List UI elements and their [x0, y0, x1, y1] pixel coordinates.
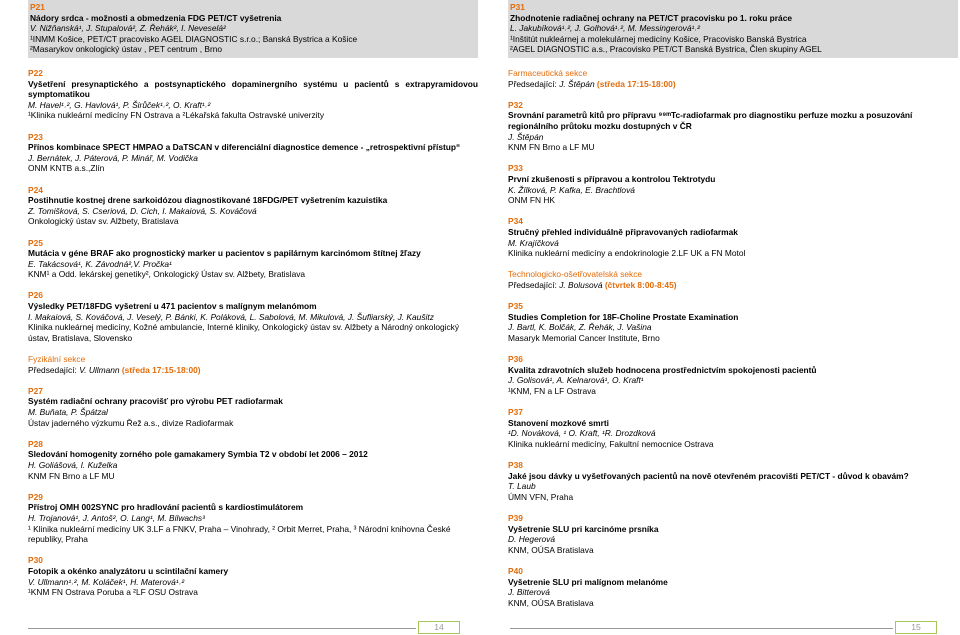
abstract-affiliation: ¹KNM, FN a LF Ostrava	[508, 385, 596, 396]
abstract-number: P25	[28, 237, 43, 248]
abstract-p38	[508, 460, 958, 502]
header-abstract-p21	[28, 0, 478, 58]
abstract-number: P36	[508, 354, 523, 365]
abstract-affiliation: Klinika nukleární medicíny, Fakultní nemocnice Ostrava	[508, 438, 714, 449]
abstract-authors: J. Golisová¹, A. Kelnarová¹, O. Kraft¹	[508, 375, 644, 386]
section-pharma	[508, 68, 958, 89]
abstract-authors: E. Takácsová¹, K. Závodná²,V. Pročka¹	[28, 258, 172, 269]
abstract-p34	[508, 216, 958, 258]
section-chair	[508, 280, 958, 291]
abstract-number: P28	[28, 438, 43, 449]
abstract-p24	[28, 185, 478, 227]
abstract-affiliation: ONM FN HK	[508, 195, 555, 206]
section-tech	[508, 269, 958, 290]
abstract-number: P24	[28, 184, 43, 195]
abstract-authors: M. Krajíčková	[508, 237, 559, 248]
section-physics	[28, 354, 478, 375]
abstract-title: Postihnutie kostnej drene sarkoidózou diagnostikované 18FDG/PET vyšetrením kazuistika	[28, 195, 388, 206]
abstract-title: Fotopik a okénko analyzátoru u scintilační kamery	[28, 565, 229, 576]
abstract-p32	[508, 100, 958, 153]
abstract-number: P22	[28, 68, 43, 78]
section-chair	[28, 365, 478, 376]
abstract-authors: J. Bernátek, J. Páterová, P. Minář, M. Vodička	[28, 152, 198, 163]
abstract-affiliation: Klinika nukleárnej medicíny, Kožné ambulancie, Interné kliniky, Onkologický ústav sv. Alžbety a Národný onkologický ústav, Bratislava, Slovensko	[28, 322, 460, 343]
abstract-p37	[508, 407, 958, 449]
abstract-authors: V. Ullmann¹˒², M. Koláček¹, H. Materová¹˒²	[28, 576, 185, 587]
abstract-affiliation: Onkologický ústav sv. Alžbety, Bratislava	[28, 216, 179, 227]
chair-name: V. Ullmann	[79, 364, 120, 375]
abstract-p35	[508, 301, 958, 343]
abstract-number: P30	[28, 555, 43, 566]
page-number-right: 15	[895, 621, 937, 634]
abstract-authors: M. Havel¹˒², G. Havlová¹, P. Širůček¹˒², O. Kraft¹˒²	[28, 99, 211, 110]
abstract-title: Přínos kombinace SPECT HMPAO a DaTSCAN v diferenciální diagnostice demence - „retrospektivní přístup“	[28, 142, 461, 153]
abstract-affiliation: KNM, OÚSA Bratislava	[508, 597, 594, 608]
left-column	[28, 0, 478, 608]
abstract-title: Studies Completion for 18F-Choline Prostate Examination	[508, 311, 739, 322]
abstract-p27	[28, 386, 478, 428]
abstract-number: P38	[508, 459, 523, 470]
abstract-title: Vyšetrenie SLU pri malígnom melanóme	[508, 576, 668, 587]
abstract-authors: J. Bitterová	[508, 587, 550, 598]
chair-prefix: Předsedající:	[508, 78, 560, 89]
abstract-authors: M. Buňata, P. Špátzal	[28, 407, 108, 417]
abstract-authors: L. Jakubíková¹˒², J. Golhová¹˒², M. Messingerová¹˒²	[510, 23, 700, 34]
chair-name: J. Bolusová	[559, 279, 603, 290]
abstract-number: P32	[508, 99, 523, 110]
chair-time: (středa 17:15-18:00)	[594, 78, 676, 89]
abstract-number: P33	[508, 163, 523, 174]
abstract-authors: T. Laub	[508, 481, 536, 492]
right-column	[508, 0, 958, 619]
abstract-title: Výsledky PET/18FDG vyšetrení u 471 pacientov s malígnym melanómom	[28, 301, 317, 312]
abstract-authors: H. Goliášová, I. Kuželka	[28, 459, 118, 470]
footer-divider	[510, 628, 893, 629]
abstract-number: P37	[508, 407, 523, 417]
abstract-affiliation: ¹INMM Košice, PET/CT pracovisko AGEL DIAGNOSTIC s.r.o.; Banská Bystrica a Košice	[30, 33, 358, 44]
section-title: Technologicko-ošetřovatelská sekce	[508, 269, 643, 280]
abstract-title: Mutácia v géne BRAF ako prognostický marker u pacientov s papilárnym karcinómom štítnej žľazy	[28, 248, 421, 259]
abstract-p25	[28, 238, 478, 280]
section-chair	[508, 79, 958, 90]
abstract-authors: H. Trojanová¹, J. Antoš², O. Lang¹, M. Bilwachs³	[28, 512, 205, 523]
abstract-authors: J. Štěpán	[508, 131, 544, 142]
abstract-authors: K. Žílková, P. Kafka, E. Brachtlová	[508, 184, 635, 195]
abstract-title: První zkušenosti s přípravou a kontrolou Tektrotydu	[508, 173, 716, 184]
abstract-affiliation: KNM FN Brno a LF MU	[508, 142, 595, 153]
chair-time: (čtvrtek 8:00-8:45)	[602, 279, 677, 290]
abstract-affiliation: Klinika nukleární medicíny a endokrinologie 2.LF UK a FN Motol	[508, 248, 746, 259]
abstract-p26	[28, 290, 478, 343]
abstract-number: P29	[28, 491, 43, 502]
abstract-affiliation: ¹Inštitút nukleárnej a molekulárnej medicíny Košice, Pracovisko Banská Bystrica	[510, 33, 807, 44]
abstract-affiliation: KNM FN Brno a LF MU	[28, 470, 115, 481]
abstract-number: P34	[508, 216, 523, 227]
abstract-number: P21	[30, 2, 45, 12]
abstract-affiliation: Masaryk Memorial Cancer Institute, Brno	[508, 332, 660, 343]
chair-time: (středa 17:15-18:00)	[119, 364, 201, 375]
abstract-p36	[508, 354, 958, 396]
abstract-title: Přístroj OMH 002SYNC pro hradlování pacientů s kardiostimulátorem	[28, 502, 304, 513]
section-title: Fyzikální sekce	[28, 354, 86, 365]
abstract-affiliation: KNM, OÚSA Bratislava	[508, 544, 594, 555]
chair-prefix: Předsedající:	[28, 364, 80, 375]
abstract-affiliation: ¹ Klinika nukleární medicíny UK 3.LF a FNKV, Praha – Vinohrady, ² Orbit Merret, Praha, ³ Národní knihovna České republiky, Praha	[28, 523, 451, 545]
abstract-p40	[508, 566, 958, 608]
abstract-p22	[28, 68, 478, 121]
abstract-p29	[28, 492, 478, 545]
abstract-affiliation: ÚMN VFN, Praha	[508, 491, 574, 502]
abstract-authors: D. Hegerová	[508, 534, 556, 545]
abstract-authors: J. Bartl, K. Bolčák, Z. Řehák, J. Vašina	[508, 322, 652, 333]
abstract-affiliation: ONM KNTB a.s.,Zlín	[28, 163, 105, 174]
page-number-left: 14	[418, 621, 460, 634]
abstract-title: Systém radiační ochrany pracovišť pro výrobu PET radiofarmak	[28, 396, 283, 407]
abstract-p39	[508, 513, 958, 555]
abstract-authors: V. Nižňanská¹, J. Stupalová², Z. Řehák², I. Neveselá²	[30, 23, 226, 34]
abstract-title: Stručný přehled individuálně připravovaných radiofarmak	[508, 226, 738, 237]
abstract-number: P26	[28, 290, 43, 301]
chair-name: J. Štěpán	[559, 78, 595, 89]
abstract-title: Nádory srdca - možnosti a obmedzenia FDG PET/CT vyšetrenia	[30, 12, 282, 23]
abstract-title: Kvalita zdravotních služeb hodnocena prostřednictvím spokojenosti pacientů	[508, 364, 817, 375]
abstract-p33	[508, 163, 958, 205]
abstract-title: Vyšetrenie SLU pri karcinóme prsníka	[508, 523, 659, 534]
abstract-number: P40	[508, 565, 523, 576]
footer-divider	[28, 628, 416, 629]
abstract-number: P31	[510, 2, 525, 12]
abstract-authors: I. Makaiová, S. Kováčová, J. Veselý, P. Bánki, K. Poláková, L. Sabolová, M. Mikulová, J. Šufliarský, J. Kaušitz	[28, 311, 434, 322]
header-abstract-p31	[508, 0, 958, 58]
abstract-title: Stanovení mozkové smrti	[508, 417, 609, 428]
abstract-title: Vyšetření presynaptického a postsynaptického dopaminergního systému u pacientů s extrapyramidovou symptomatikou	[28, 78, 478, 100]
abstract-affiliation: ²Masarykov onkologický ústav , PET centrum , Brno	[30, 44, 223, 55]
abstract-affiliation: ²AGEL DIAGNOSTIC a.s., Pracovisko PET/CT Banská Bystrica, Člen skupiny AGEL	[510, 44, 822, 55]
abstract-title: Sledování homogenity zorného pole gamakamery Symbia T2 v období let 2006 – 2012	[28, 449, 368, 460]
abstract-number: P23	[28, 131, 43, 142]
abstract-p23	[28, 132, 478, 174]
abstract-title: Srovnání parametrů kitů pro přípravu ⁹⁹ᵐTc-radiofarmak pro diagnostiku perfuze mozku a posuzování regionálního průtoku mozku dostupných v ČR	[508, 110, 913, 131]
abstract-affiliation: ¹KNM FN Ostrava Poruba a ²LF OSU Ostrava	[28, 587, 198, 598]
abstract-affiliation: ¹Klinika nukleární medicíny FN Ostrava a ²Lékařská fakulta Ostravské univerzity	[28, 110, 325, 121]
abstract-number: P27	[28, 385, 43, 396]
abstract-authors: ¹D. Nováková, ¹ O. Kraft, ¹R. Drozdková	[508, 428, 656, 439]
abstract-p30	[28, 555, 478, 597]
abstract-title: Jaké jsou dávky u vyšetřovaných pacientů na nově otevřeném pracovišti PET/CT - důvod k obavám?	[508, 470, 909, 481]
abstract-affiliation: Ústav jaderného výzkumu Řež a.s., divize Radiofarmak	[28, 417, 234, 428]
chair-prefix: Předsedající:	[508, 279, 560, 290]
abstract-authors: Z. Tomišková, S. Cseriová, D. Cich, I. Makaiová, S. Kováčová	[28, 205, 257, 216]
abstract-p28	[28, 439, 478, 481]
abstract-title: Zhodnotenie radiačnej ochrany na PET/CT pracovisku po 1. roku práce	[510, 12, 793, 23]
section-title: Farmaceutická sekce	[508, 68, 588, 78]
abstract-number: P39	[508, 512, 523, 523]
abstract-affiliation: KNM¹ a Odd. lekárskej genetiky², Onkologický Ústav sv. Alžbety, Bratislava	[28, 269, 306, 280]
abstract-number: P35	[508, 301, 523, 312]
